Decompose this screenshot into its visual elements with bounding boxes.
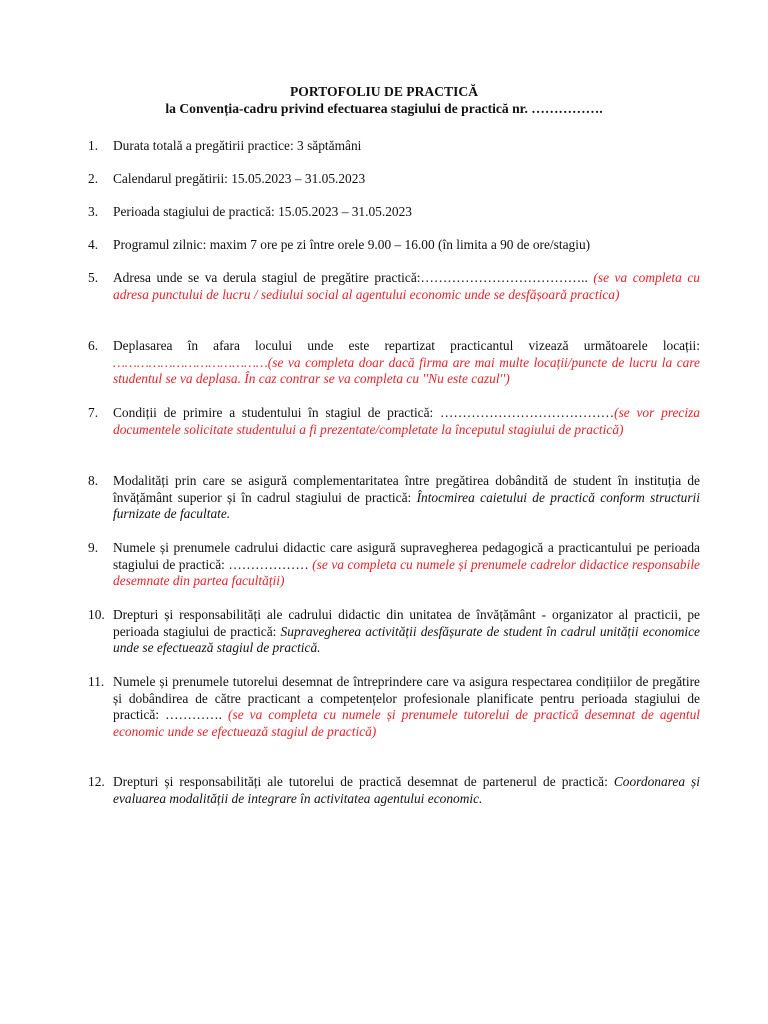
item-text: Deplasarea în afara locului unde este repartizat practicantul vizează următoarele locații:: [113, 338, 700, 353]
item-italic-text: Supravegherea activității desfășurate de student în cadrul unității economice unde se efectuează stagiul de practică.: [113, 623, 700, 656]
item-note: (se va completa cu numele și prenumele cadrelor didactice responsabile desemnate din partea facultății): [113, 556, 700, 589]
item-number: 4.: [88, 237, 99, 252]
item-italic-text: Coordonarea și evaluarea modalității de integrare în activitatea agentului economic.: [113, 774, 700, 806]
item-text: Calendarul pregătirii: 15.05.2023 – 31.05.2023: [113, 171, 366, 186]
document-title: PORTOFOLIU DE PRACTICĂ: [289, 84, 479, 99]
list-item-4: [88, 237, 700, 254]
list-item-11: [88, 674, 700, 740]
item-number: 5.: [88, 270, 99, 285]
item-note: (se va completa cu adresa punctului de lucru / sediului social al agentului economic unde se desfășoară practica): [113, 270, 700, 302]
item-number: 6.: [88, 338, 99, 353]
list-item-9: [88, 540, 700, 590]
list-item-5: [88, 270, 700, 303]
item-number: 8.: [88, 473, 99, 488]
item-text: Numele și prenumele cadrului didactic care asigură supravegherea pedagogică a practicantului pe perioada stagiului de practică: ………………: [113, 540, 700, 572]
item-text: Condiții de primire a studentului în stagiul de practică: …………………………………: [113, 405, 615, 420]
list-item-10: [88, 607, 700, 657]
item-number: 3.: [88, 204, 99, 219]
item-note: (se va completa cu numele și prenumele tutorelui de practică desemnat de agentul economic unde se efectuează stagiul de practică): [113, 707, 700, 739]
list-item-8: [88, 473, 700, 523]
item-note: (se vor preciza documentele solicitate studentului a fi prezentate/completate la începutul stagiului de practică): [113, 405, 700, 437]
item-text: Drepturi și responsabilități ale cadrului didactic din unitatea de învățământ - organizator al practicii, pe perioada stagiului de practică:: [113, 607, 700, 639]
item-number: 11.: [88, 674, 105, 689]
item-number: 1.: [88, 138, 99, 153]
list-item-6: [88, 338, 700, 388]
item-text: Drepturi și responsabilități ale tutorelui de practică desemnat de partenerul de practică:: [113, 774, 614, 789]
item-number: 9.: [88, 540, 99, 555]
item-number: 10.: [88, 607, 105, 622]
item-text: Programul zilnic: maxim 7 ore pe zi între orele 9.00 – 16.00 (în limita a 90 de ore/stagiu): [113, 237, 591, 252]
item-text: Numele și prenumele tutorelui desemnat de întreprindere care va asigura respectarea condițiilor de pregătire și dobândirea de către practicant a competențelor profesionale planificate pentru perioada stagiului de practică: ………….: [113, 674, 700, 723]
item-text: Adresa unde se va derula stagiul de pregătire practică:………………………………..: [113, 270, 594, 285]
item-note: …………………………………(se va completa doar dacă firma are mai multe locații/puncte de lucru la care studentul se va deplasa. În caz contrar se va completa cu ''Nu este cazul''): [113, 354, 700, 387]
item-number: 2.: [88, 171, 99, 186]
list-item-3: [88, 204, 700, 221]
list-item-1: [88, 138, 700, 155]
item-number: 12.: [88, 774, 105, 789]
item-text: Perioada stagiului de practică: 15.05.2023 – 31.05.2023: [113, 204, 412, 219]
item-text: Durata totală a pregătirii practice: 3 săptămâni: [113, 138, 362, 153]
item-italic-text: Întocmirea caietului de practică conform structurii furnizate de facultate.: [113, 489, 700, 522]
item-number: 7.: [88, 405, 99, 420]
list-item-12: [88, 774, 700, 807]
list-item-2: [88, 171, 700, 188]
document-subtitle: la Convenția-cadru privind efectuarea stagiului de practică nr. …………….: [165, 101, 603, 116]
list-item-7: [88, 405, 700, 438]
item-text: Modalități prin care se asigură complementaritatea între pregătirea dobândită de student în instituția de învățământ superior și în cadrul stagiului de practică:: [113, 473, 700, 505]
